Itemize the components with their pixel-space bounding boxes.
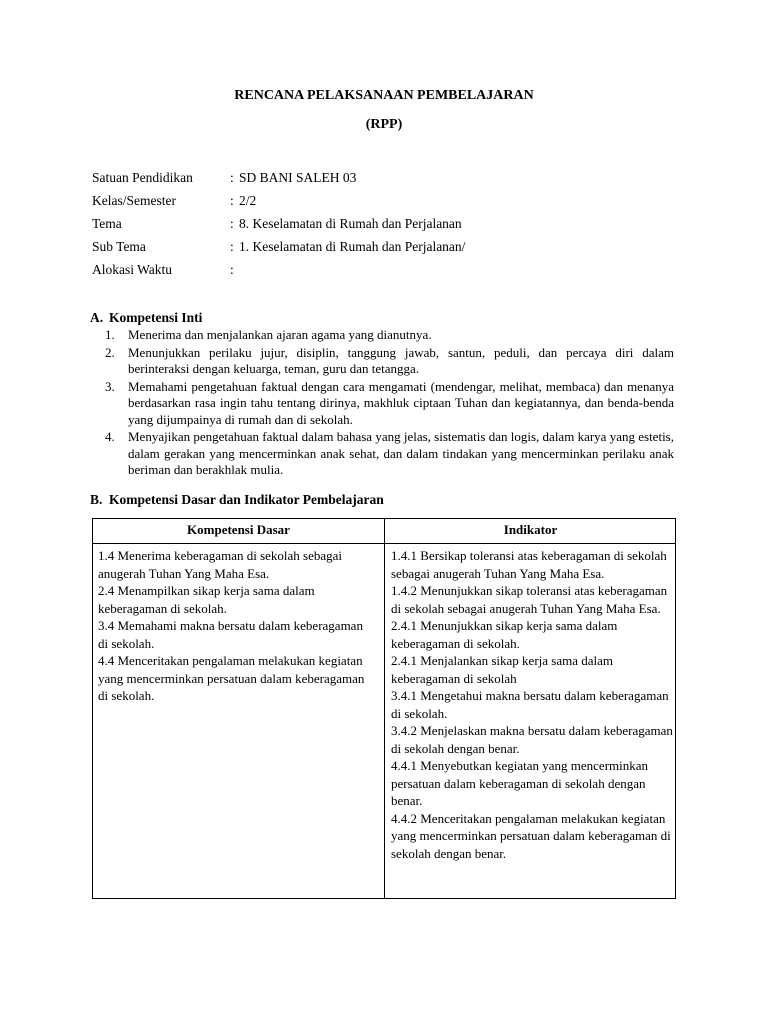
list-item (105, 327, 674, 344)
identity-value: 2/2 (239, 193, 257, 208)
identity-colon: : (230, 239, 234, 254)
section-title: Kompetensi Dasar dan Indikator Pembelajaran (109, 492, 384, 507)
indikator-entry: 1.4.1 Bersikap toleransi atas keberagaman di sekolah sebagai anugerah Tuhan Yang Maha Esa. (391, 548, 667, 581)
identity-label: Satuan Pendidikan (92, 170, 193, 185)
table-cell-kompetensi-dasar (98, 547, 376, 705)
list-item-number: 3. (105, 378, 115, 394)
kompetensi-inti-list (105, 327, 674, 480)
kompetensi-dasar-entry: 4.4 Menceritakan pengalaman melakukan kegiatan yang mencerminkan persatuan dalam keberagaman di sekolah. (98, 653, 365, 703)
identity-row-subtema (92, 237, 672, 260)
identity-label: Alokasi Waktu (92, 262, 173, 277)
identity-label: Tema (92, 216, 122, 231)
indikator-entry: 3.4.1 Mengetahui makna bersatu dalam keberagaman di sekolah. (391, 688, 669, 721)
kompetensi-dasar-entry: 1.4 Menerima keberagaman di sekolah sebagai anugerah Tuhan Yang Maha Esa. (98, 548, 343, 581)
list-item-text: Menunjukkan perilaku jujur, disiplin, tanggung jawab, santun, peduli, dan percaya diri dalam berinteraksi dengan keluarga, teman, guru dan tetangga. (128, 344, 674, 376)
identity-value: 1. Keselamatan di Rumah dan Perjalanan/ (239, 239, 466, 254)
list-item-text: Memahami pengetahuan faktual dengan cara mengamati (mendengar, melihat, membaca) dan menanya berdasarkan rasa ingin tahu tentang dirinya, makhluk ciptaan Tuhan dan kegiatannya, dan benda-benda yang dijumpainya di rumah dan di sekolah. (128, 378, 674, 427)
section-letter: B. (90, 492, 103, 507)
indikator-entry: 1.4.2 Menunjukkan sikap toleransi atas keberagaman di sekolah sebagai anugerah Tuhan Yang Maha Esa. (391, 583, 668, 616)
table-header-divider (93, 543, 675, 544)
table-header-indikator: Indikator (503, 522, 558, 537)
indikator-entry: 4.4.1 Menyebutkan kegiatan yang mencerminkan persatuan dalam keberagaman di sekolah dengan benar. (391, 758, 649, 808)
identity-label: Sub Tema (92, 239, 146, 254)
indikator-entry: 2.4.1 Menjalankan sikap kerja sama dalam keberagaman di sekolah (391, 653, 614, 686)
list-item (105, 345, 674, 378)
table-header-kompetensi-dasar: Kompetensi Dasar (187, 522, 290, 537)
list-item-text: Menerima dan menjalankan ajaran agama yang dianutnya. (128, 327, 432, 342)
identity-row-satuan (92, 168, 672, 191)
list-item-number: 2. (105, 344, 115, 360)
identity-row-alokasi (92, 260, 672, 283)
list-item (105, 379, 674, 429)
kompetensi-dasar-entry: 3.4 Memahami makna bersatu dalam keberagaman di sekolah. (98, 618, 363, 651)
identity-value: 8. Keselamatan di Rumah dan Perjalanan (239, 216, 462, 231)
identity-value: SD BANI SALEH 03 (239, 170, 357, 185)
kompetensi-indikator-table (92, 518, 676, 899)
list-item-text: Menyajikan pengetahuan faktual dalam bahasa yang jelas, sistematis dan logis, dalam karya yang estetis, dalam gerakan yang mencerminkan anak sehat, dan dalam tindakan yang mencerminkan perilaku anak beriman dan berakhlak mulia. (128, 429, 674, 477)
identity-block (92, 168, 672, 283)
list-item-number: 1. (105, 327, 115, 342)
identity-colon: : (230, 216, 234, 231)
identity-row-tema (92, 214, 672, 237)
indikator-entry: 3.4.2 Menjelaskan makna bersatu dalam keberagaman di sekolah dengan benar. (391, 723, 673, 756)
section-heading-kompetensi-dasar (90, 492, 384, 508)
section-letter: A. (90, 310, 104, 325)
document-subtitle: (RPP) (365, 117, 403, 132)
kompetensi-dasar-entry: 2.4 Menampilkan sikap kerja sama dalam keberagaman di sekolah. (98, 583, 315, 616)
list-item (105, 429, 674, 479)
table-column-divider (384, 519, 385, 898)
indikator-entry: 4.4.2 Menceritakan pengalaman melakukan kegiatan yang mencerminkan persatuan dalam keberagaman di sekolah dengan benar. (391, 810, 671, 861)
identity-row-kelas (92, 191, 672, 214)
document-title: RENCANA PELAKSANAAN PEMBELAJARAN (234, 88, 534, 103)
table-cell-indikator (391, 547, 673, 862)
list-item-number: 4. (105, 429, 115, 444)
section-heading-kompetensi-inti (90, 310, 202, 326)
section-title: Kompetensi Inti (109, 310, 203, 325)
identity-colon: : (230, 193, 234, 208)
indikator-entry: 2.4.1 Menunjukkan sikap kerja sama dalam keberagaman di sekolah. (391, 618, 618, 651)
identity-colon: : (230, 262, 234, 277)
identity-colon: : (230, 170, 234, 185)
identity-label: Kelas/Semester (92, 193, 176, 208)
